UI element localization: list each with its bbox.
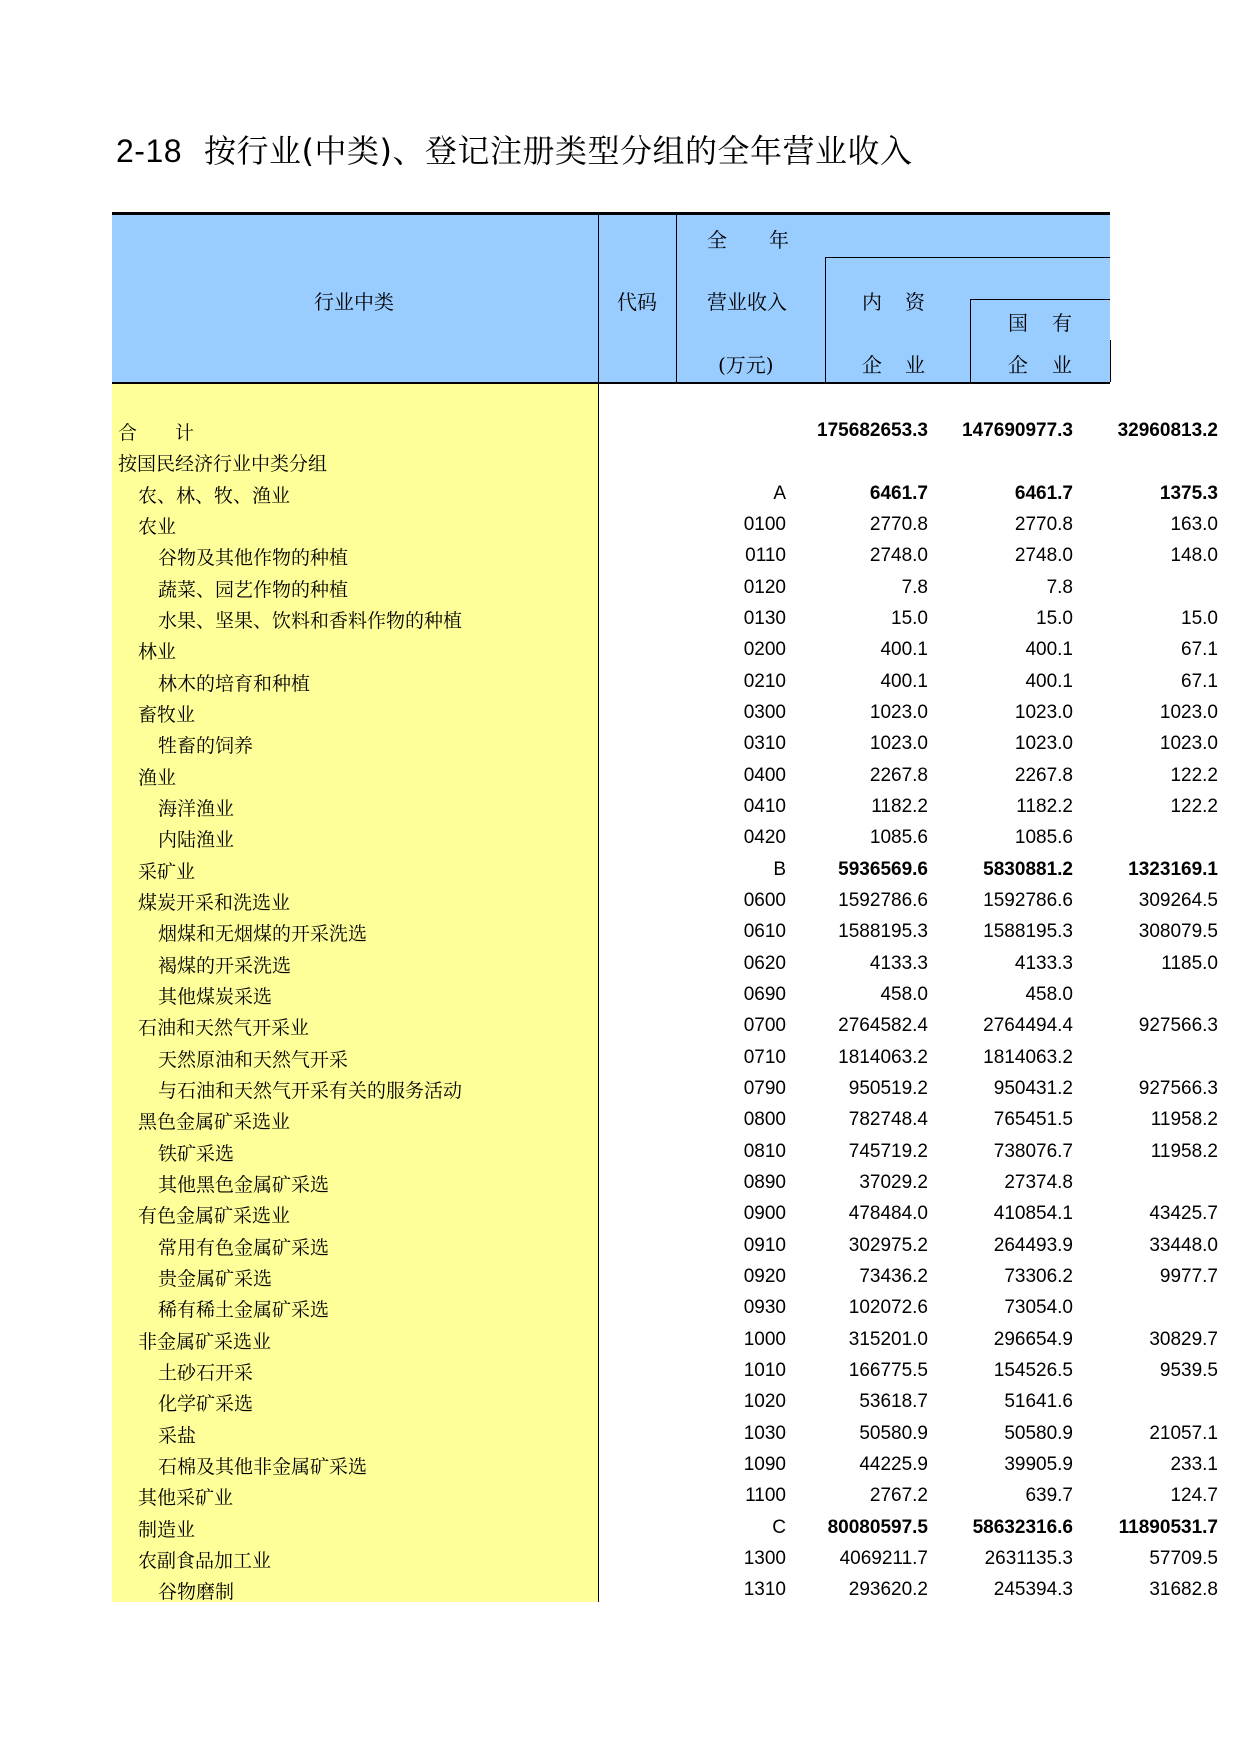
row-revenue-domestic: 1023.0 bbox=[1014, 733, 1073, 755]
row-code: A bbox=[773, 482, 786, 504]
row-code: 0300 bbox=[743, 701, 786, 723]
row-code: 1030 bbox=[743, 1422, 786, 1444]
row-industry-name: 有色金属矿采选业 bbox=[138, 1205, 291, 1228]
row-industry-name: 内陆渔业 bbox=[158, 829, 235, 852]
row-code: 1090 bbox=[743, 1453, 786, 1475]
row-industry-name: 其他采矿业 bbox=[138, 1487, 234, 1510]
row-code: 1300 bbox=[743, 1547, 786, 1569]
row-industry-name: 牲畜的饲养 bbox=[158, 735, 254, 758]
row-revenue-domestic: 39905.9 bbox=[1004, 1453, 1073, 1475]
table-row bbox=[112, 667, 1218, 698]
header-divider bbox=[970, 299, 971, 382]
table-row bbox=[112, 792, 1218, 823]
table-row bbox=[112, 1575, 1218, 1606]
row-code: 1020 bbox=[743, 1391, 786, 1413]
row-revenue-total: 15.0 bbox=[891, 607, 928, 629]
row-code: 1010 bbox=[743, 1359, 786, 1381]
row-code: 0210 bbox=[743, 670, 786, 692]
row-code: 0910 bbox=[743, 1234, 786, 1256]
row-revenue-state-owned: 33448.0 bbox=[1149, 1234, 1218, 1256]
row-revenue-total: 2764582.4 bbox=[838, 1015, 928, 1037]
row-revenue-total: 50580.9 bbox=[859, 1422, 928, 1444]
table-row bbox=[112, 1544, 1218, 1575]
row-revenue-state-owned: 11890531.7 bbox=[1118, 1516, 1218, 1538]
row-code: 0310 bbox=[743, 733, 786, 755]
row-revenue-domestic: 154526.5 bbox=[993, 1359, 1073, 1381]
row-revenue-total: 80080597.5 bbox=[827, 1516, 928, 1538]
row-code: 0120 bbox=[743, 576, 786, 598]
row-revenue-domestic: 2748.0 bbox=[1014, 545, 1073, 567]
header-divider bbox=[676, 215, 677, 382]
row-revenue-total: 1814063.2 bbox=[838, 1046, 928, 1068]
table-row bbox=[112, 729, 1218, 760]
row-revenue-domestic: 4133.3 bbox=[1014, 952, 1073, 974]
row-revenue-total: 1023.0 bbox=[869, 733, 928, 755]
row-revenue-domestic: 58632316.6 bbox=[972, 1516, 1073, 1538]
row-revenue-state-owned: 1323169.1 bbox=[1128, 858, 1218, 880]
row-industry-name: 渔业 bbox=[138, 766, 177, 789]
row-revenue-domestic: 264493.9 bbox=[993, 1234, 1073, 1256]
table-row bbox=[112, 1356, 1218, 1387]
table-row bbox=[112, 1513, 1218, 1544]
table-row bbox=[112, 1011, 1218, 1042]
row-code: 0890 bbox=[743, 1171, 786, 1193]
row-revenue-total: 458.0 bbox=[880, 983, 928, 1005]
row-code: 0100 bbox=[743, 513, 786, 535]
row-industry-name: 农、林、牧、渔业 bbox=[138, 484, 291, 507]
row-industry-name: 谷物及其他作物的种植 bbox=[158, 547, 349, 570]
row-revenue-state-owned: 11958.2 bbox=[1150, 1109, 1218, 1131]
header-divider bbox=[970, 299, 1110, 300]
row-revenue-total: 1588195.3 bbox=[838, 921, 928, 943]
table-row bbox=[112, 1481, 1218, 1512]
table-row bbox=[112, 1168, 1110, 1199]
row-industry-name: 合 计 bbox=[118, 422, 195, 444]
row-industry-name: 黑色金属矿采选业 bbox=[138, 1111, 291, 1134]
row-revenue-total: 1023.0 bbox=[869, 701, 928, 723]
row-revenue-domestic: 147690977.3 bbox=[962, 420, 1073, 441]
row-code: 1100 bbox=[745, 1485, 786, 1507]
row-industry-name: 常用有色金属矿采选 bbox=[158, 1236, 330, 1259]
table-row bbox=[112, 541, 1218, 572]
row-revenue-state-owned: 30829.7 bbox=[1149, 1328, 1218, 1350]
row-code: 0800 bbox=[743, 1109, 786, 1131]
row-revenue-domestic: 400.1 bbox=[1025, 639, 1073, 661]
row-revenue-state-owned: 122.2 bbox=[1170, 795, 1218, 817]
header-unit: (万元) bbox=[718, 353, 774, 377]
row-code: 1000 bbox=[743, 1328, 786, 1350]
row-code: B bbox=[773, 858, 786, 880]
table-row bbox=[112, 635, 1218, 666]
row-revenue-total: 37029.2 bbox=[859, 1171, 928, 1193]
row-code: 0900 bbox=[743, 1203, 786, 1225]
row-industry-name: 其他黑色金属矿采选 bbox=[158, 1173, 330, 1196]
header-full-year-1: 全 bbox=[707, 228, 727, 252]
table-row bbox=[112, 1450, 1218, 1481]
table-row bbox=[112, 1043, 1110, 1074]
row-code: 0600 bbox=[743, 889, 786, 911]
row-revenue-total: 315201.0 bbox=[848, 1328, 928, 1350]
row-revenue-domestic: 27374.8 bbox=[1004, 1171, 1073, 1193]
table-title: 按行业(中类)、登记注册类型分组的全年营业收入 bbox=[204, 132, 913, 170]
row-revenue-state-owned: 32960813.2 bbox=[1117, 420, 1218, 441]
header-divider bbox=[598, 215, 599, 382]
row-revenue-domestic: 2770.8 bbox=[1014, 513, 1073, 535]
row-industry-name: 贵金属矿采选 bbox=[158, 1267, 273, 1290]
row-revenue-domestic: 296654.9 bbox=[993, 1328, 1073, 1350]
row-revenue-domestic: 458.0 bbox=[1025, 983, 1073, 1005]
row-industry-name: 按国民经济行业中类分组 bbox=[118, 453, 328, 476]
row-code: 0930 bbox=[743, 1297, 786, 1319]
row-revenue-state-owned: 67.1 bbox=[1181, 670, 1218, 692]
row-revenue-total: 1182.2 bbox=[871, 795, 928, 817]
row-code: 0410 bbox=[743, 795, 786, 817]
row-code: 0690 bbox=[743, 983, 786, 1005]
table-row bbox=[112, 1231, 1218, 1262]
row-revenue-state-owned: 67.1 bbox=[1181, 639, 1218, 661]
row-industry-name: 蔬菜、园艺作物的种植 bbox=[158, 578, 349, 601]
table-row bbox=[112, 1199, 1218, 1230]
row-revenue-domestic: 245394.3 bbox=[993, 1579, 1073, 1601]
row-revenue-state-owned: 1375.3 bbox=[1159, 482, 1218, 504]
row-revenue-domestic: 1814063.2 bbox=[983, 1046, 1073, 1068]
row-industry-name: 铁矿采选 bbox=[158, 1142, 235, 1165]
table-row bbox=[112, 917, 1218, 948]
row-code: 0710 bbox=[743, 1046, 786, 1068]
row-revenue-state-owned: 163.0 bbox=[1170, 513, 1218, 535]
header-state-1: 国 bbox=[1008, 311, 1028, 335]
row-revenue-domestic: 738076.7 bbox=[993, 1140, 1073, 1162]
row-code: 0700 bbox=[743, 1015, 786, 1037]
row-revenue-state-owned: 21057.1 bbox=[1149, 1422, 1218, 1444]
row-revenue-state-owned: 233.1 bbox=[1170, 1453, 1218, 1475]
row-industry-name: 石棉及其他非金属矿采选 bbox=[158, 1455, 368, 1478]
header-divider bbox=[1110, 340, 1111, 382]
row-code: 0610 bbox=[743, 921, 786, 943]
table-row bbox=[112, 1105, 1218, 1136]
header-enterprise-2: 业 bbox=[905, 353, 925, 377]
row-revenue-total: 175682653.3 bbox=[817, 420, 928, 441]
row-revenue-total: 4133.3 bbox=[869, 952, 928, 974]
row-code: 0420 bbox=[743, 827, 786, 849]
row-revenue-domestic: 400.1 bbox=[1025, 670, 1073, 692]
row-code: 0400 bbox=[743, 764, 786, 786]
row-revenue-total: 2770.8 bbox=[869, 513, 928, 535]
row-industry-name: 海洋渔业 bbox=[158, 797, 235, 820]
row-code: 0790 bbox=[743, 1077, 786, 1099]
row-revenue-total: 1592786.6 bbox=[838, 889, 928, 911]
row-revenue-total: 2767.2 bbox=[869, 1485, 928, 1507]
row-revenue-total: 53618.7 bbox=[859, 1391, 928, 1413]
row-revenue-domestic: 950431.2 bbox=[993, 1077, 1073, 1099]
row-revenue-domestic: 1023.0 bbox=[1014, 701, 1073, 723]
row-revenue-total: 166775.5 bbox=[848, 1359, 928, 1381]
row-revenue-domestic: 1182.2 bbox=[1016, 795, 1073, 817]
header-domestic-1: 内 bbox=[862, 290, 882, 314]
row-revenue-state-owned: 43425.7 bbox=[1149, 1203, 1218, 1225]
row-revenue-state-owned: 57709.5 bbox=[1149, 1547, 1218, 1569]
row-industry-name: 水果、坚果、饮料和香料作物的种植 bbox=[158, 609, 463, 632]
row-industry-name: 农业 bbox=[138, 515, 177, 538]
table-row bbox=[112, 1262, 1218, 1293]
table-row bbox=[112, 479, 1218, 510]
row-revenue-state-owned: 308079.5 bbox=[1138, 921, 1218, 943]
row-revenue-state-owned: 1023.0 bbox=[1159, 733, 1218, 755]
row-industry-name: 化学矿采选 bbox=[158, 1393, 254, 1416]
row-code: 0920 bbox=[743, 1265, 786, 1287]
table-header bbox=[112, 215, 1110, 382]
table-row bbox=[112, 886, 1218, 917]
header-industry: 行业中类 bbox=[314, 290, 394, 314]
row-revenue-state-owned: 11958.2 bbox=[1150, 1140, 1218, 1162]
table-number: 2-18 bbox=[116, 133, 183, 169]
table-row bbox=[112, 1293, 1110, 1324]
row-revenue-state-owned: 15.0 bbox=[1181, 607, 1218, 629]
row-industry-name: 其他煤炭采选 bbox=[158, 985, 273, 1008]
row-revenue-domestic: 2631135.3 bbox=[984, 1547, 1073, 1569]
row-revenue-domestic: 1085.6 bbox=[1014, 827, 1073, 849]
table-row bbox=[112, 698, 1218, 729]
row-revenue-domestic: 410854.1 bbox=[993, 1203, 1073, 1225]
table-row bbox=[112, 823, 1110, 854]
table-row bbox=[112, 1325, 1218, 1356]
row-industry-name: 制造业 bbox=[138, 1518, 196, 1541]
header-state-2: 有 bbox=[1052, 311, 1072, 335]
row-revenue-domestic: 639.7 bbox=[1025, 1485, 1073, 1507]
row-industry-name: 稀有稀土金属矿采选 bbox=[158, 1299, 330, 1322]
row-revenue-total: 2748.0 bbox=[869, 545, 928, 567]
row-revenue-total: 2267.8 bbox=[869, 764, 928, 786]
table-row bbox=[112, 761, 1218, 792]
table-row bbox=[112, 604, 1218, 635]
row-revenue-total: 5936569.6 bbox=[838, 858, 928, 880]
row-revenue-domestic: 2764494.4 bbox=[983, 1015, 1073, 1037]
row-revenue-total: 44225.9 bbox=[859, 1453, 928, 1475]
table-row bbox=[112, 447, 1110, 478]
header-code: 代码 bbox=[617, 290, 657, 314]
row-revenue-total: 782748.4 bbox=[848, 1109, 928, 1131]
header-revenue: 营业收入 bbox=[707, 290, 787, 314]
row-code: 0130 bbox=[743, 607, 786, 629]
row-revenue-domestic: 15.0 bbox=[1036, 607, 1073, 629]
table-row bbox=[112, 510, 1218, 541]
row-revenue-domestic: 765451.5 bbox=[993, 1109, 1073, 1131]
row-revenue-state-owned: 1023.0 bbox=[1159, 701, 1218, 723]
table-row bbox=[112, 573, 1110, 604]
row-revenue-domestic: 51641.6 bbox=[1004, 1391, 1073, 1413]
row-code: 0620 bbox=[743, 952, 786, 974]
page-title bbox=[116, 126, 913, 172]
table-row bbox=[112, 1137, 1218, 1168]
row-industry-name: 煤炭开采和洗选业 bbox=[138, 891, 291, 914]
row-industry-name: 林业 bbox=[138, 641, 177, 664]
row-industry-name: 褐煤的开采洗选 bbox=[158, 954, 292, 977]
row-industry-name: 采盐 bbox=[158, 1424, 197, 1447]
row-revenue-state-owned: 1185.0 bbox=[1161, 952, 1218, 974]
row-revenue-domestic: 73306.2 bbox=[1004, 1265, 1073, 1287]
header-enterprise-4: 业 bbox=[1052, 353, 1072, 377]
row-code: C bbox=[772, 1516, 786, 1538]
row-revenue-total: 102072.6 bbox=[848, 1297, 928, 1319]
row-revenue-state-owned: 309264.5 bbox=[1138, 889, 1218, 911]
header-enterprise-3: 企 bbox=[1008, 353, 1028, 377]
row-industry-name: 土砂石开采 bbox=[158, 1361, 254, 1384]
table-row bbox=[112, 416, 1218, 447]
header-full-year-2: 年 bbox=[769, 228, 789, 252]
row-industry-name: 林木的培育和种植 bbox=[158, 672, 311, 695]
header-enterprise-1: 企 bbox=[862, 353, 882, 377]
header-domestic-2: 资 bbox=[905, 290, 925, 314]
row-revenue-total: 400.1 bbox=[880, 670, 928, 692]
table-row bbox=[112, 1419, 1218, 1450]
row-revenue-domestic: 73054.0 bbox=[1004, 1297, 1073, 1319]
row-code: 0810 bbox=[743, 1140, 786, 1162]
table-row bbox=[112, 1074, 1218, 1105]
row-industry-name: 石油和天然气开采业 bbox=[138, 1017, 310, 1040]
row-revenue-total: 950519.2 bbox=[848, 1077, 928, 1099]
row-revenue-total: 293620.2 bbox=[848, 1579, 928, 1601]
row-revenue-domestic: 1592786.6 bbox=[983, 889, 1073, 911]
table-row bbox=[112, 1387, 1110, 1418]
header-divider bbox=[825, 257, 826, 382]
table-row bbox=[112, 949, 1218, 980]
row-industry-name: 烟煤和无烟煤的开采洗选 bbox=[158, 923, 368, 946]
table-row bbox=[112, 855, 1218, 886]
row-revenue-total: 302975.2 bbox=[848, 1234, 928, 1256]
row-industry-name: 与石油和天然气开采有关的服务活动 bbox=[158, 1079, 463, 1102]
row-revenue-state-owned: 148.0 bbox=[1170, 545, 1218, 567]
row-revenue-total: 478484.0 bbox=[848, 1203, 928, 1225]
row-revenue-domestic: 1588195.3 bbox=[983, 921, 1073, 943]
row-code: 0110 bbox=[745, 545, 786, 567]
row-revenue-state-owned: 9539.5 bbox=[1159, 1359, 1218, 1381]
row-revenue-domestic: 5830881.2 bbox=[983, 858, 1073, 880]
row-revenue-total: 4069211.7 bbox=[839, 1547, 928, 1569]
table-row bbox=[112, 980, 1110, 1011]
row-industry-name: 天然原油和天然气开采 bbox=[158, 1048, 349, 1071]
row-code: 1310 bbox=[743, 1579, 786, 1601]
row-revenue-domestic: 50580.9 bbox=[1004, 1422, 1073, 1444]
row-revenue-total: 1085.6 bbox=[869, 827, 928, 849]
row-industry-name: 采矿业 bbox=[138, 860, 196, 883]
row-code: 0200 bbox=[743, 639, 786, 661]
row-revenue-total: 6461.7 bbox=[869, 482, 928, 504]
row-revenue-state-owned: 122.2 bbox=[1170, 764, 1218, 786]
row-revenue-domestic: 2267.8 bbox=[1014, 764, 1073, 786]
row-revenue-total: 745719.2 bbox=[848, 1140, 928, 1162]
row-revenue-state-owned: 927566.3 bbox=[1138, 1015, 1218, 1037]
row-revenue-state-owned: 9977.7 bbox=[1159, 1265, 1218, 1287]
header-divider bbox=[825, 257, 1110, 258]
row-revenue-total: 400.1 bbox=[880, 639, 928, 661]
row-revenue-state-owned: 927566.3 bbox=[1138, 1077, 1218, 1099]
row-revenue-state-owned: 124.7 bbox=[1170, 1485, 1218, 1507]
row-revenue-domestic: 6461.7 bbox=[1014, 482, 1073, 504]
row-revenue-domestic: 7.8 bbox=[1046, 576, 1073, 598]
row-industry-name: 谷物磨制 bbox=[158, 1581, 235, 1604]
row-revenue-state-owned: 31682.8 bbox=[1149, 1579, 1218, 1601]
row-industry-name: 非金属矿采选业 bbox=[138, 1330, 272, 1353]
row-industry-name: 农副食品加工业 bbox=[138, 1549, 272, 1572]
row-industry-name: 畜牧业 bbox=[138, 703, 196, 726]
row-revenue-total: 7.8 bbox=[901, 576, 928, 598]
row-revenue-total: 73436.2 bbox=[859, 1265, 928, 1287]
